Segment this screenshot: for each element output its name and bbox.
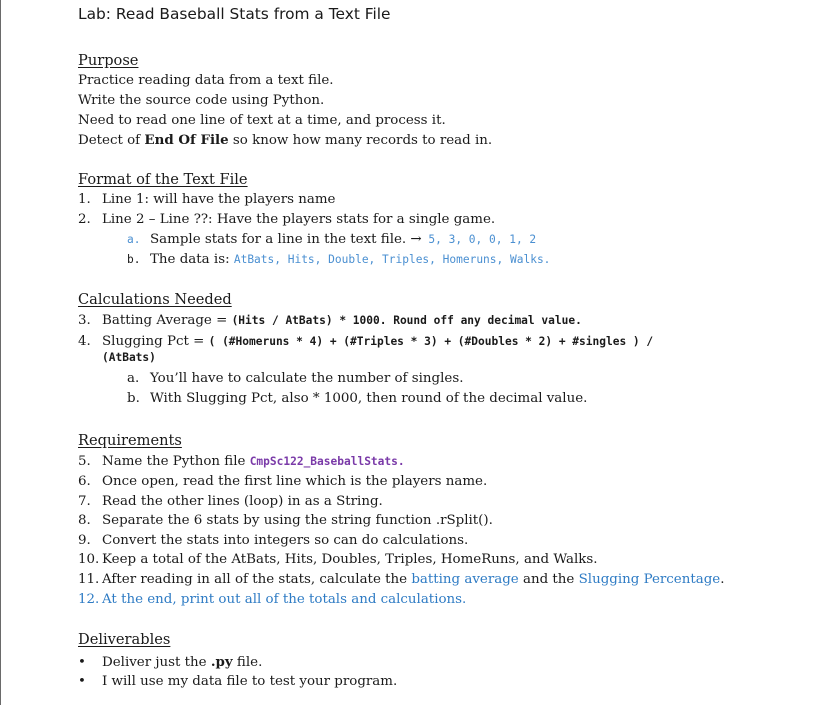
- list-number: 4.: [78, 334, 91, 349]
- purpose-line-1: Practice reading data from a text file.: [78, 73, 334, 88]
- sub-letter: a.: [127, 233, 141, 246]
- sub-letter: a.: [127, 371, 140, 386]
- purpose-line-3: Need to read one line of text at a time, and process it.: [78, 113, 446, 128]
- req-item-12: [78, 591, 466, 609]
- list-number: 3.: [78, 313, 91, 328]
- list-number: 1.: [78, 192, 91, 207]
- batting-average-formula: (Hits / AtBats) * 1000. Round off any decimal value.: [231, 314, 582, 327]
- list-text: Keep a total of the AtBats, Hits, Doubles, Triples, HomeRuns, and Walks.: [102, 552, 598, 567]
- list-number: 10.: [78, 552, 100, 567]
- list-text: Line 1: will have the players name: [102, 192, 336, 207]
- calc-item-3: [78, 312, 582, 330]
- req-item-11: [78, 571, 724, 589]
- purpose-heading: Purpose: [78, 52, 139, 69]
- list-text: After reading in all of the stats, calculate the: [102, 572, 412, 587]
- eof-bold: End Of File: [144, 132, 229, 148]
- list-number: 9.: [78, 533, 91, 548]
- stat-fields: AtBats, Hits, Double, Triples, Homeruns, Walks.: [233, 253, 551, 266]
- slugging-formula-cont: (AtBats): [102, 351, 156, 364]
- lab-title: Lab: Read Baseball Stats from a Text File: [78, 5, 391, 23]
- req-item-6: [78, 473, 487, 491]
- page-left-border: [0, 0, 1, 705]
- format-item-2: [78, 211, 495, 229]
- format-heading: Format of the Text File: [78, 171, 248, 188]
- eof-suffix: so know how many records to read in.: [228, 133, 493, 148]
- list-text-mid: and the: [518, 572, 579, 587]
- list-number: 2.: [78, 212, 91, 227]
- req-item-10: [78, 551, 598, 569]
- bullet-icon: •: [78, 674, 86, 689]
- list-text: I will use my data file to test your program.: [102, 674, 398, 689]
- requirements-heading: Requirements: [78, 432, 182, 449]
- py-extension: .py: [210, 654, 233, 670]
- batting-average-term: batting average: [411, 572, 519, 587]
- format-sub-b: [127, 251, 550, 269]
- list-text: Convert the stats into integers so can do calculations.: [102, 533, 469, 548]
- arrow-icon: →: [410, 232, 422, 247]
- req-item-7: [78, 493, 383, 511]
- format-item-1: [78, 191, 335, 209]
- python-file-name: CmpSc122_BaseballStats.: [249, 455, 405, 468]
- deliverable-item-1: [78, 653, 262, 672]
- list-number: 11.: [78, 572, 100, 587]
- format-sub-a: [127, 231, 536, 249]
- bullet-icon: •: [78, 655, 86, 670]
- sub-text: Sample stats for a line in the text file.: [150, 232, 411, 247]
- list-text: Deliver just the: [102, 655, 211, 670]
- calc-item-4: [78, 333, 653, 351]
- calc-sub-b: [127, 390, 587, 408]
- calc-sub-a: [127, 370, 463, 388]
- purpose-line-4: [78, 131, 492, 150]
- req-item-5: [78, 453, 405, 471]
- req-item-9: [78, 532, 468, 550]
- eof-prefix: Detect of: [78, 133, 145, 148]
- deliverable-item-2: [78, 673, 397, 691]
- purpose-line-2: Write the source code using Python.: [78, 93, 325, 108]
- req-item-8: [78, 512, 493, 530]
- sub-text: With Slugging Pct, also * 1000, then round of the decimal value.: [150, 391, 588, 406]
- calculations-heading: Calculations Needed: [78, 291, 232, 308]
- sub-letter: b.: [127, 391, 140, 406]
- calc-item-4-cont: [102, 349, 156, 367]
- deliverables-heading: Deliverables: [78, 631, 171, 648]
- list-text: Batting Average =: [102, 313, 232, 328]
- list-text: Slugging Pct =: [102, 334, 209, 349]
- list-text: Name the Python file: [102, 454, 250, 469]
- sub-letter: b.: [127, 253, 141, 266]
- slugging-formula: ( (#Homeruns * 4) + (#Triples * 3) + (#Doubles * 2) + #singles ) /: [208, 335, 654, 348]
- sub-text: The data is:: [150, 252, 234, 267]
- list-text-end: file.: [232, 655, 263, 670]
- sub-text: You’ll have to calculate the number of singles.: [150, 371, 464, 386]
- list-number: 7.: [78, 494, 91, 509]
- list-number: 12.: [78, 592, 100, 607]
- list-text: At the end, print out all of the totals and calculations.: [102, 592, 467, 607]
- list-text: Once open, read the first line which is the players name.: [102, 474, 488, 489]
- list-text: Read the other lines (loop) in as a String.: [102, 494, 383, 509]
- list-number: 8.: [78, 513, 91, 528]
- list-text: Separate the 6 stats by using the string function .rSplit().: [102, 513, 493, 528]
- sample-stats: 5, 3, 0, 0, 1, 2: [421, 233, 537, 246]
- list-number: 5.: [78, 454, 91, 469]
- slugging-percentage-term: Slugging Percentage: [578, 572, 721, 587]
- list-text: Line 2 – Line ??: Have the players stats for a single game.: [102, 212, 496, 227]
- list-text-end: .: [720, 572, 725, 587]
- list-number: 6.: [78, 474, 91, 489]
